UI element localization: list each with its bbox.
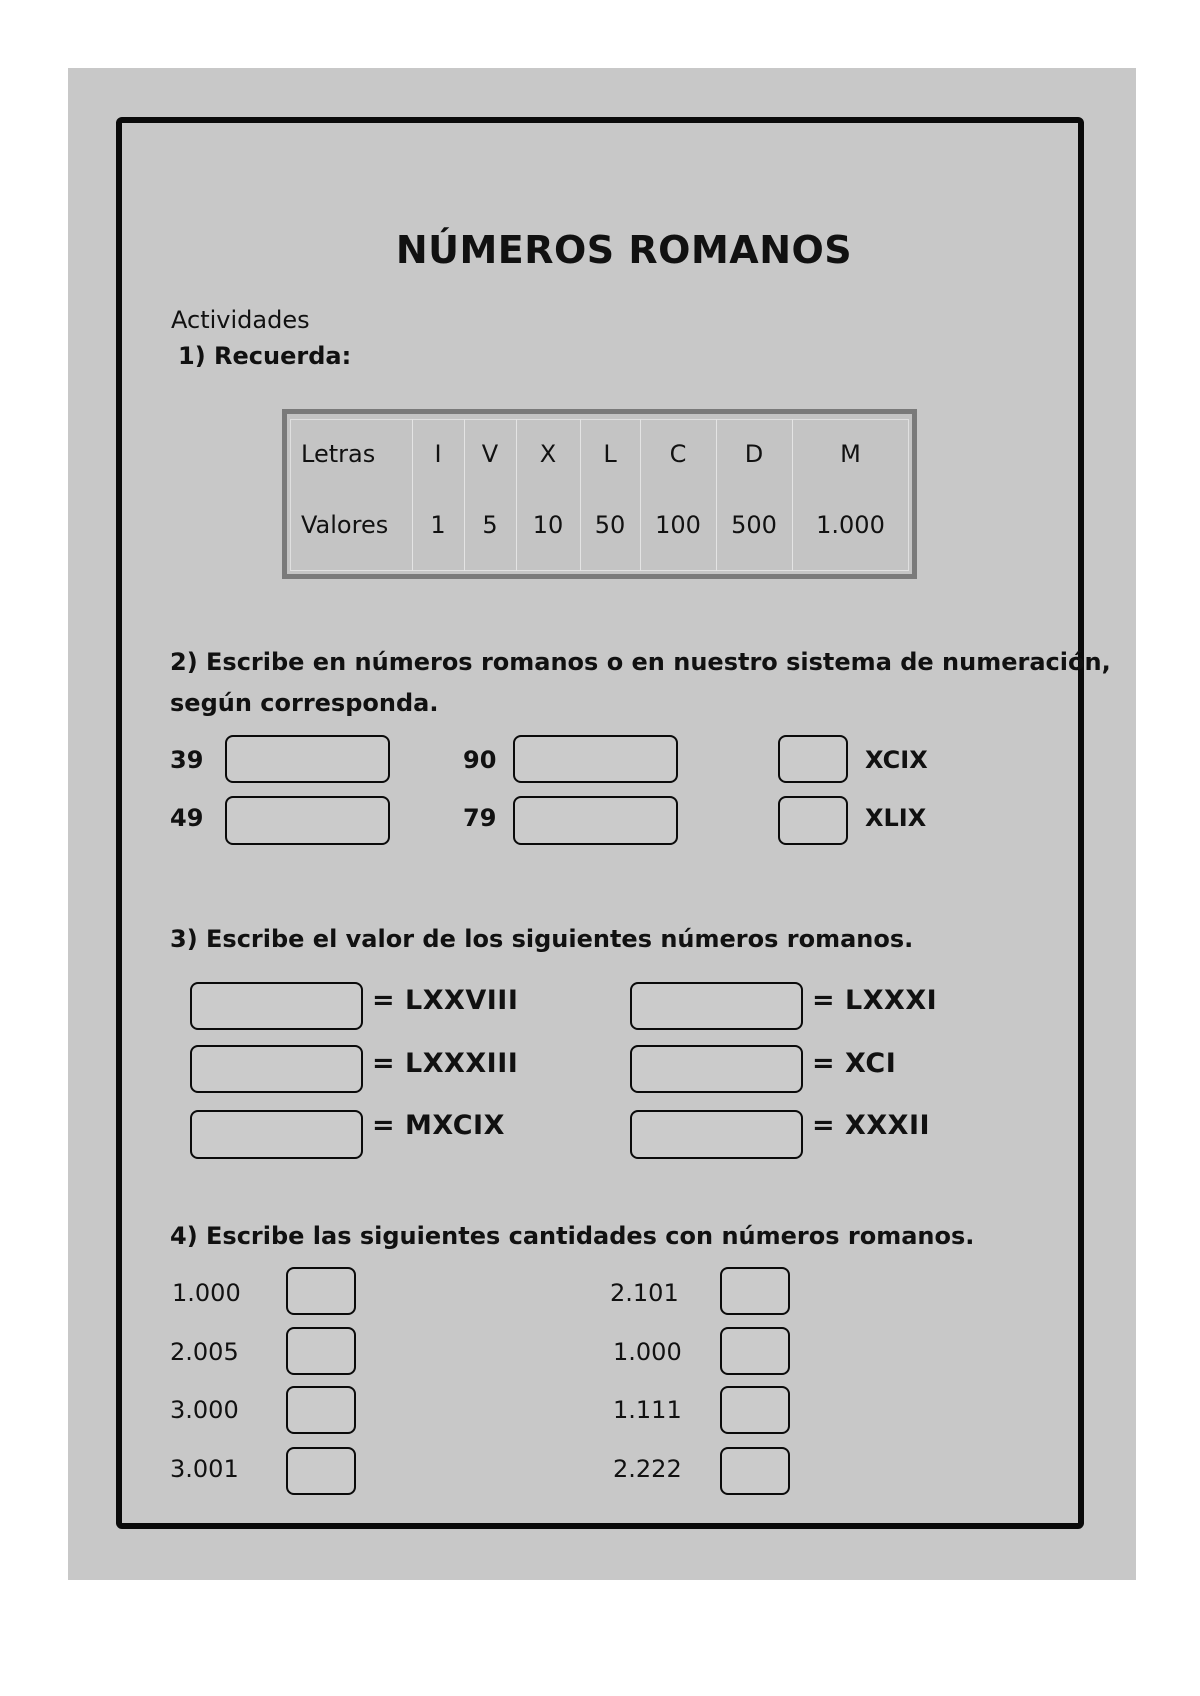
roman-value: 10 <box>532 511 564 539</box>
section4-heading: 4) Escribe las siguientes cantidades con números romanos. <box>170 1222 975 1250</box>
roman-label: = LXXXI <box>812 985 938 1016</box>
roman-letter: D <box>744 440 764 468</box>
answer-box[interactable] <box>286 1327 356 1375</box>
number-label: 90 <box>463 746 497 774</box>
roman-label: XCIX <box>865 746 928 774</box>
section2-heading: 2) Escribe en números romanos o en nuestro sistema de numeración, <box>170 648 1111 676</box>
answer-box[interactable] <box>286 1386 356 1434</box>
page-title: NÚMEROS ROMANOS <box>395 228 853 272</box>
answer-box[interactable] <box>778 735 848 783</box>
section3-heading: 3) Escribe el valor de los siguientes números romanos. <box>170 925 914 953</box>
roman-value: 500 <box>731 511 777 539</box>
roman-label: XLIX <box>865 804 927 832</box>
roman-letter: C <box>669 440 687 468</box>
answer-box[interactable] <box>720 1327 790 1375</box>
answer-box[interactable] <box>513 796 678 845</box>
roman-label: = XXXII <box>812 1110 931 1141</box>
number-label: 79 <box>463 804 497 832</box>
section1-heading: 1) Recuerda: <box>178 342 352 370</box>
answer-box[interactable] <box>720 1447 790 1495</box>
answer-box[interactable] <box>513 735 678 783</box>
roman-letter: X <box>539 440 557 468</box>
roman-value: 1.000 <box>816 511 885 539</box>
number-label: 39 <box>170 746 204 774</box>
roman-label: = LXXXIII <box>372 1048 519 1079</box>
activities-label: Actividades <box>171 306 310 334</box>
quantity-label: 2.005 <box>170 1338 239 1366</box>
row-label-letters: Letras <box>301 440 376 468</box>
answer-box[interactable] <box>225 735 390 783</box>
answer-box[interactable] <box>190 982 363 1030</box>
roman-label: = XCI <box>812 1048 897 1079</box>
quantity-label: 2.101 <box>610 1279 679 1307</box>
answer-box[interactable] <box>190 1110 363 1159</box>
roman-letter: I <box>434 440 442 468</box>
answer-box[interactable] <box>630 1045 803 1093</box>
quantity-label: 1.000 <box>613 1338 682 1366</box>
roman-value: 1 <box>430 511 446 539</box>
roman-label: = MXCIX <box>372 1110 505 1141</box>
answer-box[interactable] <box>286 1447 356 1495</box>
row-label-values: Valores <box>301 511 389 539</box>
answer-box[interactable] <box>630 1110 803 1159</box>
quantity-label: 1.111 <box>613 1396 682 1424</box>
answer-box[interactable] <box>720 1267 790 1315</box>
answer-box[interactable] <box>286 1267 356 1315</box>
answer-box[interactable] <box>720 1386 790 1434</box>
answer-box[interactable] <box>630 982 803 1030</box>
answer-box[interactable] <box>190 1045 363 1093</box>
quantity-label: 1.000 <box>172 1279 241 1307</box>
number-label: 49 <box>170 804 204 832</box>
roman-value: 50 <box>594 511 626 539</box>
roman-letter: L <box>603 440 617 468</box>
answer-box[interactable] <box>778 796 848 845</box>
quantity-label: 2.222 <box>613 1455 682 1483</box>
roman-letter: M <box>840 440 861 468</box>
roman-value: 5 <box>482 511 498 539</box>
quantity-label: 3.001 <box>170 1455 239 1483</box>
roman-label: = LXXVIII <box>372 985 519 1016</box>
section2-heading-cont: según corresponda. <box>170 689 439 717</box>
quantity-label: 3.000 <box>170 1396 239 1424</box>
roman-letter: V <box>481 440 499 468</box>
answer-box[interactable] <box>225 796 390 845</box>
roman-value: 100 <box>655 511 701 539</box>
